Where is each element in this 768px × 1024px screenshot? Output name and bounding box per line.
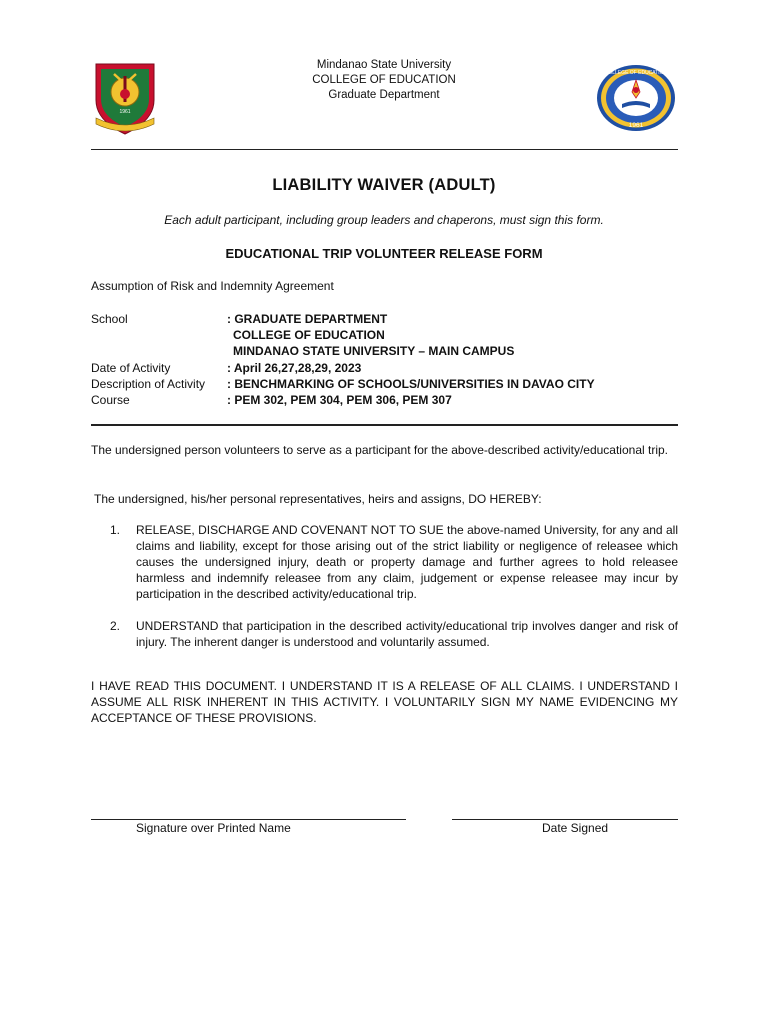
agreement-heading: Assumption of Risk and Indemnity Agreement [91, 279, 334, 293]
signature-line [91, 819, 406, 820]
university-name: Mindanao State University [316, 59, 452, 71]
page-title: LIABILITY WAIVER (ADULT) [272, 176, 496, 194]
right-seal-text: COLLEGE OF EDUCATION [604, 70, 668, 76]
acknowledgement-statement: I HAVE READ THIS DOCUMENT. I UNDERSTAND IT IS A RELEASE OF ALL CLAIMS. I UNDERSTAND I ASSUME ALL RISK INHERENT IN THIS ACTIVITY. I VOLUNTARILY SIGN MY NAME EVIDENCING MY ACCEPTANCE OF THESE PROVISIONS. [91, 679, 678, 725]
college-name: COLLEGE OF EDUCATION [312, 74, 456, 86]
list-item [110, 522, 678, 602]
activity-details [91, 311, 595, 408]
date-label: Date of Activity [91, 360, 171, 375]
form-title: EDUCATIONAL TRIP VOLUNTEER RELEASE FORM [225, 246, 543, 261]
college-of-education-seal-logo [596, 64, 676, 132]
date-value: : April 26,27,28,29, 2023 [227, 360, 362, 375]
description-label: Description of Activity [91, 376, 206, 391]
date-line [452, 819, 678, 820]
school-label: School [91, 312, 128, 326]
list-item-text: UNDERSTAND that participation in the described activity/educational trip involves danger and risk of injury. The inherent danger is understood and voluntarily assumed. [136, 619, 678, 649]
school-value-line3: MINDANAO STATE UNIVERSITY – MAIN CAMPUS [233, 344, 515, 359]
description-value: : BENCHMARKING OF SCHOOLS/UNIVERSITIES IN DAVAO CITY [227, 376, 595, 391]
course-row [91, 392, 595, 408]
right-seal-year: 1961 [628, 122, 644, 129]
details-divider [91, 424, 678, 426]
school-value-line2: COLLEGE OF EDUCATION [233, 328, 385, 343]
list-item-number: 1. [110, 523, 121, 537]
volunteer-statement: The undersigned person volunteers to serve as a participant for the above-described activity/educational trip. [91, 443, 668, 457]
description-row [91, 376, 595, 392]
school-row [91, 311, 595, 327]
course-value: : PEM 302, PEM 304, PEM 306, PEM 307 [227, 393, 452, 408]
list-item [110, 618, 678, 650]
course-label: Course [91, 393, 130, 408]
list-item-text: RELEASE, DISCHARGE AND COVENANT NOT TO SUE the above-named University, for any and all claims and liability, except for those arising out of the strict liability or negligence of releasee which causes the undersigned injury, death or property damage and further agrees to hold releasee harmless and indemnify releasee from any claim, judgement or expense releasee may incur by participation in the described activity/educational trip. [136, 523, 678, 601]
school-value: : GRADUATE DEPARTMENT [227, 312, 388, 326]
school-row-2 [91, 327, 595, 343]
signature-label: Signature over Printed Name [136, 821, 291, 835]
header-divider [91, 149, 678, 150]
left-seal-year: 1961 [119, 109, 131, 115]
msu-seal-logo [92, 60, 158, 136]
date-row [91, 360, 595, 376]
list-item-number: 2. [110, 619, 121, 633]
school-row-3 [91, 343, 595, 359]
page-subtitle: Each adult participant, including group leaders and chaperons, must sign this form. [164, 213, 604, 227]
undersigned-statement: The undersigned, his/her personal representatives, heirs and assigns, DO HEREBY: [94, 492, 542, 506]
department-name: Graduate Department [328, 89, 440, 101]
letterhead [234, 58, 534, 103]
date-signed-label: Date Signed [542, 821, 609, 835]
